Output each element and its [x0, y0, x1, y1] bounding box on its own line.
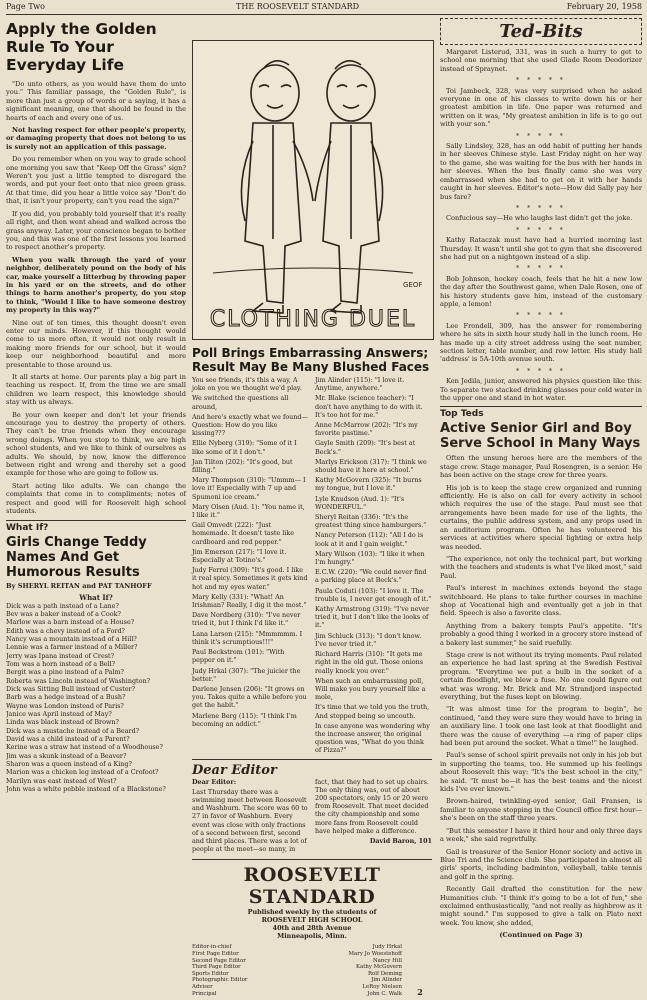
- pub-line: ROOSEVELT HIGH SCHOOL: [261, 916, 363, 925]
- whatif-item: Barb was a hedge instead of a Bush?: [6, 693, 126, 702]
- ted-bit-item: Kathy Rataczak must have had a hurried morning last Thursday. It wasn't until she got to gym that she discovered she had put on a nightgown instead of a slip.: [440, 236, 642, 261]
- letter-greeting: Dear Editor:: [192, 777, 237, 786]
- whatif-item: Linda was black instead of Brown?: [6, 718, 119, 727]
- staff-row: [192, 977, 402, 984]
- poll-answer: Ellie Nyberg (319): "Some of it I like some of it I don't.": [192, 439, 297, 456]
- staff-row: [192, 971, 402, 978]
- whatif-item: Bergit was a pine instead of a Palm?: [6, 668, 124, 677]
- whatif-item: Roberta was Lincoln instead of Washington?: [6, 676, 151, 685]
- poll-answer: It's time that we told you the truth, And stopped being so uncouth.: [315, 703, 430, 720]
- whatif-item: Wayne was London instead of Paris?: [6, 701, 124, 710]
- whatif-item: Dick was Sitting Bull instead of Custer?: [6, 684, 136, 693]
- poll-answer: Judy Ferrel (309): "It's good. I like it real spicy. Sometimes it gets kind hot and my eyes water.": [192, 566, 308, 591]
- whatif-item: David was a child instead of a Parent?: [6, 735, 130, 743]
- staff-role: Sports Editor: [192, 970, 229, 977]
- poll-answer: Paula Coduti (103): "I love it. The trouble is, I never get enough of it.": [315, 586, 432, 603]
- clothing-duel-cartoon: [193, 41, 433, 339]
- golden-para: Not having respect for other people's property, or damaging property that does not belong to us is surely not an application of this passage.: [6, 126, 186, 151]
- poll-answer: Sheryl Reitan (336): "It's the greatest thing since hamburgers.": [315, 513, 427, 530]
- staff-name: LeRoy Nielsen: [362, 983, 402, 990]
- top-teds-article: [440, 454, 642, 927]
- issue-date: February 20, 1958: [566, 2, 642, 11]
- poll-answer: Judy Hrkal (307): "The juicier the better.": [192, 666, 301, 683]
- top-teds-headline: Active Senior Girl and Boy Serve School in Many Ways: [440, 421, 641, 452]
- poll-answer: Jim Alinder (115): "I love it. Anytime, anywhere.": [315, 376, 405, 393]
- poll-answer: Marlys Erickson (317): "I think we should have it here at school.": [315, 457, 427, 475]
- poll-article: [192, 376, 432, 757]
- poll-answer: Dave Nordberg (310): "I've never tried it, but I think I'd like it.": [192, 611, 301, 628]
- ted-bit-item: Bob Johnson, hockey coach, feels that he hit a new low the day after the Southwest game, when Dale Rosen, one of his history students gave him, instead of the customary apple, a lemon!: [440, 274, 642, 308]
- ted-bit-item: Lee Frondell, 309, has the answer for remembering where he sits in sixth hour study hall in the lunch room. He has made up a city street address using the seat number, section letter, table number, and row letter. His study hall 'address' is 5A-10th avenue south.: [440, 321, 642, 364]
- whatif-item: Sharon was a queen instead of a King?: [6, 760, 132, 769]
- whatif-item: John was a white pebble instead of a Blackstone?: [6, 785, 166, 794]
- staff-name: Nancy Hill: [372, 957, 402, 964]
- golden-rule-article: [6, 80, 186, 516]
- top-teds-para: Paul's sense of school spirit prevails not only in his job but in supporting the teams, too. He summed up his feelings about Roosevelt this way: "It's the best school in the city," he said. "It must be—it has the best teams and the nicest kids I've ever known.": [440, 751, 642, 794]
- whatif-item: Dick was a mustache instead of a Beard?: [6, 726, 140, 735]
- poll-answer: Mary Kelly (331): "What! An Irishman? Really, I dig it the most.": [192, 592, 307, 610]
- top-teds-para: Anything from a bakery tempts Paul's appetite. "It's probably a good thing I worked in a grocery store instead of a bakery last summer," he said ruefully.: [440, 621, 642, 647]
- ted-bits-title: Ted-Bits: [440, 18, 642, 45]
- whatif-item: Nancy was a mountain instead of a Hill?: [6, 634, 137, 643]
- poll-right-column: [315, 376, 432, 757]
- whatif-item: Jim was a skunk instead of a Beaver?: [6, 751, 127, 760]
- ted-bit-item: Sally Lindsley, 328, has an odd habit of putting her hands in her sleeves Chinese style. Last Friday night on her way to the game, she was waiting for the bus with her hands in her sleeves. When the bus finally came she was very embarrassed when she had to get on it with her hands caught in her sleeves. Editor's note—How did Sally pay her bus fare?: [440, 142, 642, 201]
- page-header: [6, 2, 642, 15]
- star-divider: * * * * *: [516, 226, 566, 234]
- whatif-item: Dick was a path instead of a Lane?: [6, 601, 119, 610]
- dear-editor-letter: [192, 778, 432, 856]
- star-divider: * * * * *: [516, 265, 566, 273]
- standard-nameplate: ROOSEVELT STANDARD: [192, 859, 432, 908]
- staff-row: [192, 964, 402, 971]
- staff-role: Photographic Editor: [192, 977, 248, 984]
- staff-role: Third Page Editor: [192, 964, 241, 971]
- poll-answer: You see friends, it's this a way, A joke on you we thought we'd play.: [192, 376, 302, 393]
- top-teds-section-label: Top Teds: [440, 406, 642, 419]
- staff-name: Mary Jo Woestehoff: [348, 950, 402, 957]
- staff-role: Adviser: [192, 983, 213, 990]
- poll-answer: Mary Olsen (Aud. 1): "You name it, I like it.": [192, 502, 305, 520]
- poll-answer: Jan Tilton (202): "It's good, but filling.": [192, 457, 293, 475]
- union-seal: 2: [417, 987, 423, 998]
- poll-answer: Kathy McGovern (325): "It burns my tongue, but I love it.": [315, 476, 422, 493]
- whatif-list: [6, 602, 186, 794]
- top-teds-para: "It was almost time for the program to begin", he continued, "and they were sure they would have to bring in an auxiliary line. I took one last look at that floodlight and there was the cause of everything —a ring of paper clips had been put around the socket. What a time!" he laughed.: [440, 705, 642, 748]
- ted-bit-item: Ken Jedila, junior, answered his physics question like this: To separate two stacked drinking glasses pour cold water in the upper one and stand in hot water.: [440, 377, 642, 403]
- ted-bit-item: Toi Jambeck, 328, was very surprised when he asked everyone in one of his classes to write down his or her greatest ambition in life. One paper was returned and written on it was, "My greatest ambition in life is to go out with your son.": [440, 86, 642, 129]
- poll-answer: Mary Wilson (103): "I like it when I'm hungry.": [315, 549, 425, 567]
- poll-answer: Gayle Smith (209): "It's best at Beck's.": [315, 439, 416, 456]
- top-teds-para: Gail is treasurer of the Senior Honor society and active in Blue Tri and the Science club. She participated in almost all girls' sports, including badminton, volleyball, table tennis and golf in the spring.: [440, 847, 642, 881]
- letter-body: Last Thursday there was a swimming meet between Roosevelt and Washburn. The score was 60 to 27 in favor of Washburn. Every event was close with only fractions of a second between first, second and third places. There was a lot of people at the meet—so many, in: [192, 787, 308, 854]
- pub-line: Published weekly by the students of: [247, 908, 377, 917]
- golden-para: Be your own keeper and don't let your friends encourage you to destroy the property of others. They can't be true friends when they encourage wrong doings. When you stop to think, we are high school students, and we like to think of ourselves as adults. We should, by now, know the difference between right and wrong and thereby set a good example for those who are going to follow us.: [6, 410, 186, 478]
- staff-role: Editor-in-chief: [192, 944, 232, 951]
- top-teds-para: "But this semester I have it third hour and only three days a week," she said regretfully.: [440, 826, 642, 844]
- poll-answer: Lana Larson (215): "Mmmmmm. I think it's scrumptious!!!": [192, 629, 303, 646]
- continued-note: (Continued on Page 3): [499, 931, 583, 940]
- letter-right: [315, 778, 432, 856]
- cartoon-figure-left: [241, 61, 313, 313]
- staff-role: Principal: [192, 990, 217, 997]
- poll-headline: Poll Brings Embarrassing Answers; Result May Be Many Blushed Faces: [192, 346, 430, 374]
- staff-box: [192, 944, 402, 997]
- poll-answer: Jim Schluck (313): "I don't know. I've never tried it.": [315, 631, 422, 648]
- whatif-item: Bev was a baker instead of a Cook?: [6, 609, 121, 618]
- staff-name: Kathy McGovern: [355, 964, 402, 971]
- left-column: [6, 18, 186, 793]
- cartoon-caption: CLOTHING DUEL: [209, 307, 417, 332]
- whatif-item: Marion was a chicken leg instead of a Crofoot?: [6, 768, 159, 777]
- staff-name: Judy Hrkal: [372, 944, 402, 951]
- cartoon-frame: [192, 40, 434, 340]
- golden-para: It all starts at home. Our parents play a big part in teaching us respect. If, from the time we are small children we learn respect, this knowledge should stay with us always.: [6, 373, 186, 407]
- golden-para: Nine out of ten times, this thought doesn't even enter our minds. However, if this thought would come to us more often, it would not only result in making more friends for our school, but it would keep our neighborhood beautiful and more presentable to those around us.: [6, 318, 186, 369]
- paper-name: THE ROOSEVELT STANDARD: [236, 2, 360, 11]
- whatif-item: Lennie was a farmer instead of a Miller?: [6, 643, 138, 652]
- poll-answer: In case anyone was wondering why the increase answer, the original question was, "What do you think of Pizza?": [315, 721, 430, 755]
- letter-signature: David Baron, 101: [369, 836, 432, 845]
- top-teds-para: Recently Gail drafted the constitution for the new Humanities club. "I think it's going to be a lot of fun," she exclaimed enthusiastically, "and not really as highbrow as it might sound." I'm supposed to give a talk on Plato next week. You know, she added,: [440, 885, 642, 927]
- poll-answer: Nancy Peterson (112): "All I do is look at it and I gain weight.": [315, 531, 424, 548]
- staff-name: John C. Walk: [367, 990, 402, 997]
- poll-answer: Darlene Jensen (206): "It grows on you. Takes quite a while before you get the habit.": [192, 684, 307, 710]
- top-teds-para: His job is to keep the stage crew organized and running efficiently. He is also on call for every activity in school which requires the use of the stage. Paul must see that arrangements have been made for use of the lights, the curtains, the public address system, and any props used in an auditorium program. Often he has volunteered his services at activities where special lighting or extra help was needed.: [440, 483, 642, 551]
- star-divider: * * * * *: [516, 367, 566, 375]
- poll-left-column: [192, 376, 309, 757]
- ted-bit-item: Margaret Listerud, 331, was in such a hurry to get to school one morning that she used Glade Room Deodorizer instead of Spraynet.: [440, 48, 642, 73]
- whatif-item: Marilyn was east instead of West?: [6, 776, 117, 785]
- poll-answer: E.C.W. (220): "We could never find a parking place at Beck's.": [315, 568, 427, 585]
- publication-info: [192, 908, 432, 940]
- letter-body: fact, that they had to set up chairs. The only thing was, out of about 200 spectators, only 15 or 20 were from Roosevelt. That meet decided the city championship and some more fans from Roosevelt could have helped make a difference.: [315, 777, 429, 835]
- poll-answer: When such an embarrassing poll, Will make you bury yourself like a mole,: [315, 676, 426, 702]
- poll-answer: Mr. Blake (science teacher): "I don't have anything to do with it. It's too hot for me.": [315, 394, 423, 419]
- top-teds-para: Stage crew is not without its trying moments. Paul related an experience he had last spring at the Swedish Festival program. "Everytime we put a bulb in the socket of a certain floodlight, we blew a fuse. No one could figure out what was wrong. Mr. Brick and Mr. Strandjord inspected everything, but the fuses kept on blowing.: [440, 650, 642, 701]
- staff-row: [192, 944, 402, 951]
- golden-para: "Do unto others, as you would have them do unto you." This familiar passage, the "Golden Rule", is more than just a group of words or a saying, it has a significant meaning, one that should be found in the hearts of each and every one of us.: [6, 80, 186, 122]
- staff-row: [192, 951, 402, 958]
- staff-role: Second Page Editor: [192, 957, 246, 964]
- whatif-item: Edith was a chevy instead of a Ford?: [6, 626, 125, 635]
- poll-answer: Richard Harris (310): "It gets me right in the old gut. Those onions really knock you over.": [315, 650, 424, 675]
- whatif-item: Kerine was a straw hat instead of a Woodhouse?: [6, 743, 163, 752]
- top-teds-para: Brown-haired, twinkling-eyed senior, Gail Fransen, is familiar to anyone stopping in the Council office first hour—she's been on the staff three years.: [440, 797, 642, 823]
- whatif-item: Jerry was Ipana instead of Crest?: [6, 651, 115, 660]
- cartoon-signature: GEOF: [403, 281, 423, 289]
- poll-answer: Mary Thompson (310): "Ummm— I love it! Especially with 7 up and Spumoni ice cream.": [192, 476, 306, 501]
- poll-answer: Kathy Armstrong (319): "I've never tried it, but I don't like the looks of it.": [315, 605, 429, 630]
- star-divider: * * * * *: [516, 132, 566, 140]
- poll-answer: We switched the questions all around,: [192, 394, 289, 411]
- right-column: [440, 18, 642, 939]
- pub-line: Minneapolis, Minn.: [277, 932, 347, 941]
- staff-name: Jim Alinder: [371, 977, 402, 984]
- staff-name: Rolf Deming: [367, 970, 402, 977]
- whatif-section-label: What If?: [6, 520, 186, 533]
- top-teds-para: "The experience, not only the technical part, but working with the teachers and students is what I've liked most," said Paul.: [440, 554, 642, 580]
- poll-answer: Lyle Knudson (Aud. 1): "It's WONDERFUL.": [315, 494, 405, 511]
- star-divider: * * * * *: [516, 204, 566, 212]
- poll-answer: Jim Emerson (217): "I love it. Especially at Totino's.": [192, 547, 287, 565]
- poll-answer: Gail Omvedt (222): "Just homemade. It doesn't taste like cardboard and red pepper.": [192, 521, 294, 546]
- top-teds-para: Paul's interest in machines extends beyond the stage switchboard. He plans to take further courses in machine shop at Vocational high and eventually get a job in that field. Speech is also a favorite class.: [440, 584, 642, 618]
- staff-role: First Page Editor: [192, 950, 239, 957]
- pub-line: 40th and 28th Avenue: [272, 924, 352, 933]
- whatif-byline: By SHERYL REITAN and PAT TANHOFF: [6, 581, 152, 590]
- top-teds-para: Often the unsung heroes here are the members of the stage crew. Stage manager, Paul Rosengren, is a senior. He has been active on the stage crew for three years.: [440, 454, 642, 480]
- star-divider: * * * * *: [516, 312, 566, 320]
- middle-column: [192, 344, 432, 997]
- dear-editor-title: Dear Editor: [192, 759, 432, 778]
- page-number: Page Two: [6, 2, 45, 11]
- whatif-item: Tom was a horn instead of a Bell?: [6, 659, 116, 668]
- staff-row: [192, 984, 402, 991]
- poll-answer: Marlene Berg (115): "I think I'm becoming an addict.": [192, 711, 297, 728]
- golden-para: Do you remember when on you way to grade school one morning you saw that "Keep Off the Grass" sign? Weren't you just a little tempted to disregard the words, and put your feet onto that nice green grass. At that time, did you hear a little voice say "Don't do that, it isn't your property, can't you read the sign?": [6, 155, 186, 206]
- poll-answer: And here's exactly what we found— Question: How do you like kissing???: [192, 412, 308, 438]
- staff-row: [192, 958, 402, 965]
- whatif-item: Marlow was a barn instead of a House?: [6, 618, 135, 627]
- golden-para: When you walk through the yard of your neighbor, deliberately pound on the body of his car, make yourself a litterbug by throwing paper in his yard or on the streets, and do other things to harm another's property, do you stop to think, "Would I like to have someone destroy my property in this way?": [6, 255, 186, 315]
- star-divider: * * * * *: [516, 77, 566, 85]
- golden-para: If you did, you probably told yourself that it's really all right, and then went ahead and walked across the grass anyway. Later, your conscience began to bother you, and this was one of the first lessons you learned to respect another's property.: [6, 209, 186, 252]
- ground-line: [213, 268, 413, 273]
- poll-answer: Anne McMarrow (202): "It's my favorite pastime.": [315, 421, 418, 438]
- ted-bit-item: Confucious say—He who laughs last didn't get the joke.: [446, 214, 633, 223]
- cartoon-figure-right: [315, 61, 383, 313]
- ted-bits-list: [440, 48, 642, 402]
- golden-para: Start acting like adults. We can change the complaints that come in to compliments; notes of respect and good will for Roosevelt high school students.: [6, 481, 186, 516]
- poll-answer: Paul Beckstrom (101): "With pepper on it.": [192, 648, 285, 665]
- letter-left: [192, 778, 309, 856]
- golden-rule-headline: Apply the Golden Rule To Your Everyday Life: [6, 20, 157, 74]
- whatif-label: What If?: [79, 592, 113, 602]
- whatif-headline: Girls Change Teddy Names And Get Humorous Results: [6, 534, 147, 580]
- whatif-item: Janice was April instead of May?: [6, 709, 112, 718]
- staff-row: [192, 991, 402, 998]
